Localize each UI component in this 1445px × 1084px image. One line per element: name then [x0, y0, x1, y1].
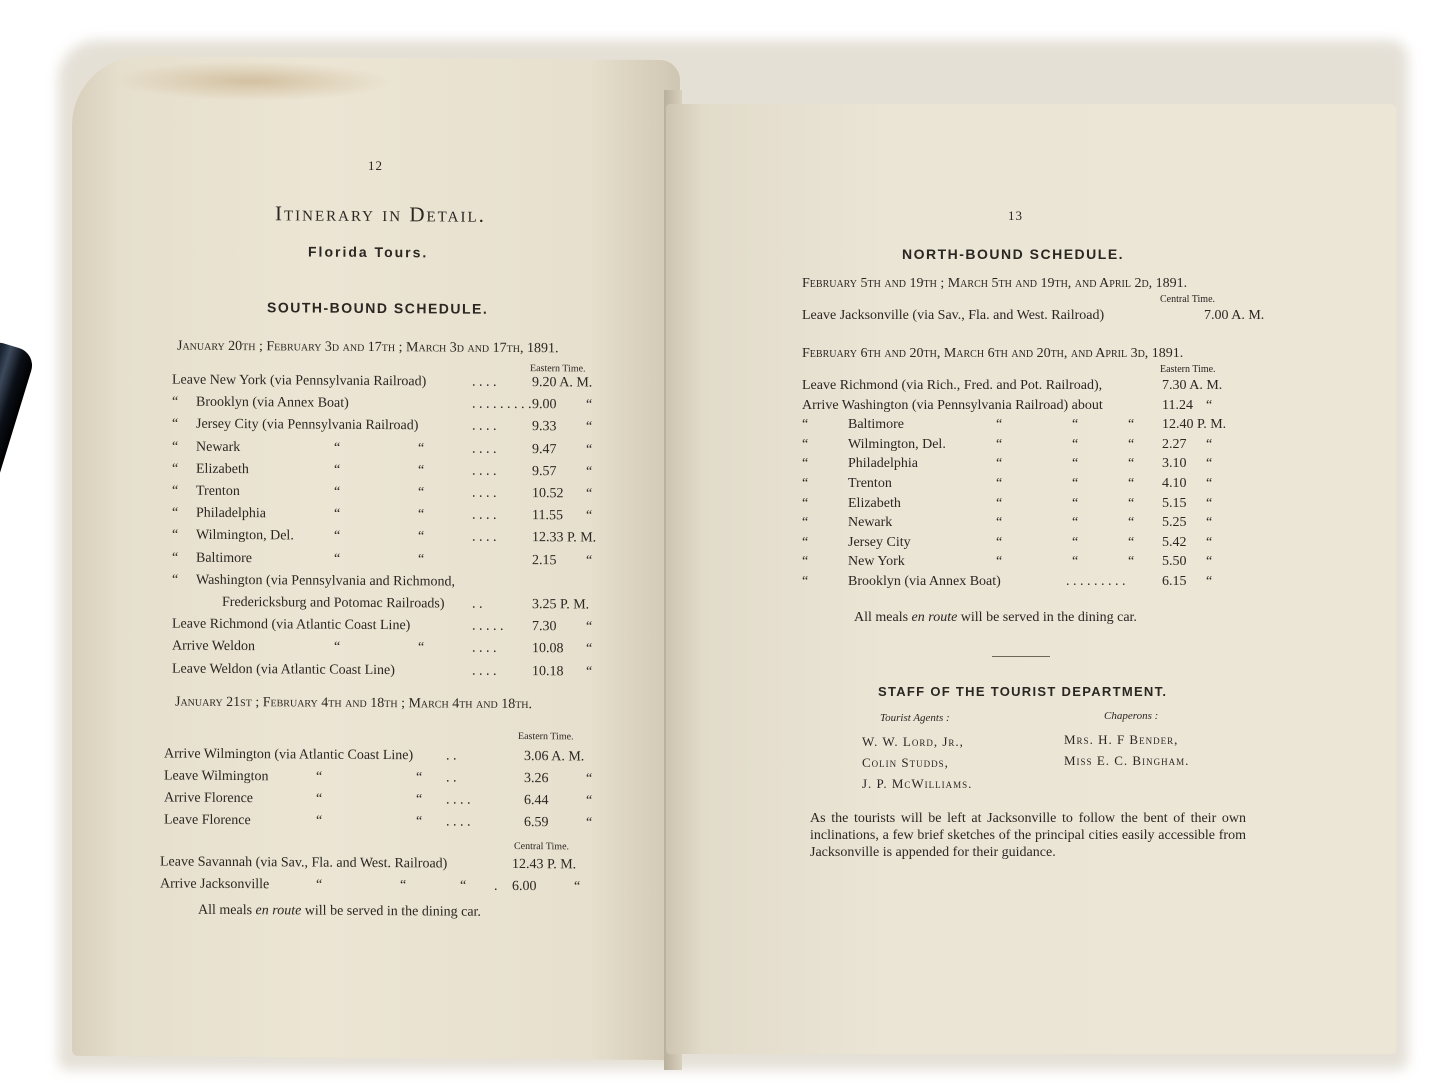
- departure-time: 6.59: [524, 815, 549, 831]
- ditto-mark: “: [1206, 554, 1213, 570]
- departure-time: 2.27: [1162, 436, 1187, 452]
- station-name: Leave New York (via Pennsylvania Railroad): [172, 372, 427, 390]
- ditto-mark: “: [334, 640, 341, 656]
- station-name: Leave Richmond (via Atlantic Coast Line): [172, 616, 411, 634]
- schedule-row: [802, 476, 1362, 496]
- northbound-dates-1: February 5th and 19th ; March 5th and 19th, and April 2d, 1891.: [802, 276, 1188, 291]
- northbound-timezone-2: Eastern Time.: [1160, 364, 1216, 375]
- leader-dots: . .: [472, 596, 483, 612]
- ditto-mark: “: [172, 572, 179, 588]
- leader-dots: . . . .: [472, 419, 497, 435]
- meals-note-start: All meals: [198, 902, 253, 919]
- southbound-timezone-2: Eastern Time.: [518, 730, 574, 743]
- ditto-mark: “: [1072, 534, 1079, 550]
- ditto-mark: “: [1206, 495, 1213, 511]
- station-name: Leave Richmond (via Rich., Fred. and Pot. Railroad),: [802, 378, 1103, 393]
- leader-dots: . .: [446, 748, 457, 764]
- ditto-mark: “: [586, 508, 593, 524]
- leader-dots: . . . . . . . . .: [472, 396, 532, 413]
- schedule-row: [802, 554, 1362, 574]
- ditto-mark: “: [172, 483, 179, 499]
- schedule-row: [802, 398, 1362, 418]
- left-page: [72, 56, 680, 1060]
- ditto-mark: “: [334, 529, 341, 545]
- ditto-mark: “: [1072, 476, 1079, 491]
- schedule-row: [172, 439, 632, 462]
- schedule-row: [172, 528, 632, 551]
- ditto-mark: “: [996, 515, 1003, 531]
- departure-time: 12.43 P. M.: [512, 856, 577, 873]
- ditto-mark: “: [172, 505, 179, 521]
- departure-time: 2.15: [532, 552, 557, 568]
- ditto-mark: “: [1072, 436, 1079, 452]
- page-subtitle: Florida Tours.: [308, 243, 429, 261]
- ditto-mark: “: [802, 554, 809, 570]
- departure-time: 4.10: [1162, 476, 1187, 491]
- leader-dots: . . . .: [472, 641, 497, 657]
- ditto-mark: “: [172, 394, 179, 410]
- departure-time: 5.50: [1162, 554, 1187, 570]
- departure-time: 12.40 P. M.: [1162, 417, 1227, 433]
- ditto-mark: “: [802, 417, 809, 433]
- departure-time: 3.10: [1162, 456, 1187, 472]
- ditto-mark: “: [586, 815, 593, 831]
- schedule-row: [802, 456, 1362, 476]
- leader-dots: . . . .: [472, 507, 497, 524]
- schedule-row: [172, 617, 632, 640]
- departure-time: 9.57: [532, 463, 557, 480]
- schedule-row: [164, 813, 624, 836]
- schedule-row: [160, 854, 620, 877]
- departure-time: 7.00 A. M.: [1204, 308, 1265, 323]
- ditto-mark: “: [586, 419, 593, 435]
- ditto-mark: “: [1128, 436, 1135, 452]
- ditto-mark: “: [802, 436, 809, 452]
- station-name: Arrive Jacksonville: [160, 876, 270, 893]
- schedule-row: [802, 535, 1362, 555]
- station-name: Trenton: [848, 476, 892, 491]
- departure-time: 9.33: [532, 419, 557, 435]
- station-name: Washington (via Pennsylvania and Richmond,: [196, 572, 455, 590]
- chaperons-label: Chaperons :: [1104, 710, 1159, 722]
- departure-time: 5.25: [1162, 515, 1187, 531]
- closing-paragraph: As the tourists will be left at Jacksonville to follow the bent of their own inclinations, a few brief sketches of the principal cities easily accessible from Jacksonville is appended for their guidance.: [810, 811, 1246, 860]
- ditto-mark: “: [172, 461, 179, 477]
- station-name: Baltimore: [196, 550, 252, 566]
- ditto-mark: “: [316, 877, 323, 893]
- departure-time: 9.00: [532, 397, 557, 413]
- station-name: Leave Wilmington: [164, 768, 269, 785]
- schedule-row: [172, 550, 632, 573]
- pen: [0, 330, 56, 732]
- station-name: Leave Florence: [164, 812, 251, 829]
- departure-time: 9.20 A. M.: [532, 375, 593, 391]
- ditto-mark: “: [334, 484, 341, 500]
- schedule-row: [164, 747, 624, 770]
- ditto-mark: “: [802, 574, 809, 589]
- meals-note-start: All meals: [854, 610, 909, 625]
- northbound-heading: NORTH-BOUND SCHEDULE.: [902, 246, 1125, 262]
- schedule-row: [172, 461, 632, 484]
- station-name: Trenton: [196, 483, 240, 500]
- station-name: Brooklyn (via Annex Boat): [196, 394, 349, 411]
- northbound-dates-2: February 6th and 20th, March 6th and 20th, and April 3d, 1891.: [802, 346, 1184, 361]
- departure-time: 6.44: [524, 793, 549, 809]
- ditto-mark: “: [172, 439, 179, 455]
- departure-time: 7.30: [532, 619, 557, 635]
- station-name: Philadelphia: [848, 456, 918, 472]
- northbound-timezone-1: Central Time.: [1160, 294, 1216, 305]
- departure-time: 9.47: [532, 441, 557, 457]
- station-name: Wilmington, Del.: [196, 528, 294, 544]
- departure-time: 5.42: [1162, 534, 1187, 550]
- agent-name: Colin Studds,: [862, 755, 949, 770]
- ditto-mark: “: [586, 553, 593, 569]
- leader-dots: . . . .: [472, 530, 497, 546]
- station-name: Leave Weldon (via Atlantic Coast Line): [172, 661, 395, 678]
- ditto-mark: “: [802, 476, 809, 491]
- ditto-mark: “: [1206, 436, 1213, 452]
- ditto-mark: “: [418, 551, 425, 567]
- ditto-mark: “: [172, 527, 179, 544]
- schedule-row: [172, 506, 632, 529]
- ditto-mark: “: [418, 440, 425, 456]
- ditto-mark: “: [1206, 456, 1213, 472]
- ditto-mark: “: [1206, 397, 1213, 413]
- ditto-mark: “: [586, 664, 593, 680]
- ditto-mark: “: [316, 813, 323, 829]
- page-title: Itinerary in Detail.: [275, 201, 486, 227]
- right-page-number: 13: [1008, 208, 1023, 223]
- southbound-dates-2: January 21st ; February 4th and 18th ; March 4th and 18th.: [175, 694, 533, 713]
- departure-time: 5.15: [1162, 495, 1187, 511]
- schedule-row: [172, 484, 632, 507]
- schedule-row: [172, 661, 632, 684]
- station-name: Philadelphia: [196, 505, 266, 522]
- staff-heading: STAFF OF THE TOURIST DEPARTMENT.: [878, 684, 1168, 699]
- schedule-row: [802, 574, 1362, 594]
- station-name: Wilmington, Del.: [848, 436, 946, 452]
- ditto-mark: “: [1128, 495, 1135, 511]
- schedule-row: [172, 595, 632, 618]
- station-name: Arrive Florence: [164, 790, 254, 807]
- ditto-mark: “: [996, 436, 1003, 452]
- meals-note-end: will be served in the dining car.: [304, 903, 481, 920]
- station-name: Arrive Wilmington (via Atlantic Coast Line): [164, 746, 414, 764]
- departure-time: 6.15: [1162, 574, 1187, 589]
- tourist-agents-label: Tourist Agents :: [880, 712, 950, 724]
- section-divider: [992, 656, 1050, 657]
- ditto-mark: “: [1128, 534, 1135, 550]
- schedule-row: [164, 769, 624, 792]
- southbound-dates-1: January 20th ; February 3d and 17th ; March 3d and 17th, 1891.: [177, 338, 559, 357]
- ditto-mark: “: [418, 507, 425, 523]
- meals-note-end: will be served in the dining car.: [960, 610, 1137, 625]
- ditto-mark: “: [334, 506, 341, 522]
- departure-time: 11.24: [1162, 397, 1193, 413]
- station-name: Arrive Washington (via Pennsylvania Railroad) about: [802, 397, 1103, 413]
- leader-dots: . . . .: [446, 814, 471, 830]
- ditto-mark: “: [802, 495, 809, 511]
- station-name: Fredericksburg and Potomac Railroads): [222, 594, 445, 612]
- left-page-number: 12: [368, 157, 383, 174]
- leader-dots: .: [494, 878, 498, 894]
- leader-dots: . . . . . . . . .: [1066, 574, 1126, 589]
- ditto-mark: “: [416, 770, 423, 786]
- departure-time: 10.52: [532, 486, 564, 502]
- ditto-mark: “: [1072, 456, 1079, 472]
- ditto-mark: “: [586, 793, 593, 809]
- leader-dots: . . . .: [472, 663, 497, 679]
- ditto-mark: “: [316, 791, 323, 807]
- ditto-mark: “: [1128, 456, 1135, 472]
- station-name: Newark: [848, 515, 893, 531]
- ditto-mark: “: [1072, 554, 1079, 570]
- departure-time: 10.18: [532, 663, 564, 679]
- ditto-mark: “: [334, 440, 341, 456]
- ditto-mark: “: [416, 792, 423, 808]
- ditto-mark: “: [996, 495, 1003, 511]
- pen-body: [0, 338, 37, 717]
- schedule-row: [802, 308, 1362, 328]
- ditto-mark: “: [1128, 554, 1135, 570]
- ditto-mark: “: [1206, 574, 1213, 589]
- schedule-row: [172, 373, 632, 396]
- ditto-mark: “: [172, 550, 179, 566]
- station-name: Baltimore: [848, 417, 904, 433]
- ditto-mark: “: [996, 456, 1003, 472]
- ditto-mark: “: [586, 641, 593, 657]
- ditto-mark: “: [418, 463, 425, 479]
- station-name: Jersey City: [848, 534, 911, 550]
- agent-name: J. P. McWilliams.: [862, 776, 973, 791]
- ditto-mark: “: [802, 534, 809, 550]
- departure-time: 7.30 A. M.: [1162, 378, 1223, 393]
- ditto-mark: “: [1128, 515, 1135, 531]
- ditto-mark: “: [416, 814, 423, 830]
- ditto-mark: “: [1072, 515, 1079, 531]
- ditto-mark: “: [586, 464, 593, 480]
- ditto-mark: “: [418, 529, 425, 545]
- schedule-row: [802, 378, 1362, 398]
- station-name: Brooklyn (via Annex Boat): [848, 574, 1001, 589]
- leader-dots: . . . .: [472, 374, 497, 390]
- departure-time: 6.00: [512, 878, 537, 895]
- ditto-mark: “: [586, 771, 593, 787]
- ditto-mark: “: [1072, 495, 1079, 511]
- ditto-mark: “: [460, 878, 467, 894]
- ditto-mark: “: [996, 476, 1003, 491]
- ditto-mark: “: [586, 397, 593, 413]
- departure-time: 11.55: [532, 508, 563, 524]
- ditto-mark: “: [1128, 476, 1135, 491]
- southbound-meals-note: [198, 903, 481, 921]
- ditto-mark: “: [1072, 417, 1079, 433]
- schedule-row: [802, 437, 1362, 457]
- ditto-mark: “: [316, 769, 323, 785]
- station-name: Elizabeth: [196, 461, 249, 477]
- schedule-row: [802, 496, 1362, 516]
- schedule-row: [172, 572, 632, 595]
- right-page: [666, 104, 1396, 1054]
- ditto-mark: “: [172, 416, 179, 433]
- leader-dots: . . . .: [472, 463, 497, 479]
- departure-time: 10.08: [532, 641, 564, 657]
- schedule-row: [172, 395, 632, 418]
- ditto-mark: “: [418, 640, 425, 656]
- departure-time: 12.33 P. M.: [532, 530, 597, 546]
- ditto-mark: “: [586, 486, 593, 502]
- ditto-mark: “: [1206, 515, 1213, 531]
- station-name: Jersey City (via Pennsylvania Railroad): [196, 417, 419, 434]
- ditto-mark: “: [802, 515, 809, 531]
- departure-time: 3.26: [524, 771, 549, 787]
- leader-dots: . . . .: [472, 441, 497, 457]
- schedule-row: [802, 515, 1362, 535]
- schedule-row: [172, 417, 632, 440]
- leader-dots: . . . .: [446, 792, 471, 808]
- meals-note-emphasis: en route: [911, 610, 958, 625]
- departure-time: 3.25 P. M.: [532, 597, 590, 613]
- ditto-mark: “: [1206, 534, 1213, 550]
- leader-dots: . . . . .: [472, 618, 504, 635]
- leader-dots: . .: [446, 770, 457, 786]
- southbound-timezone-3: Central Time.: [514, 840, 570, 853]
- station-name: Arrive Weldon: [172, 638, 255, 655]
- ditto-mark: “: [996, 534, 1003, 550]
- southbound-heading: SOUTH-BOUND SCHEDULE.: [267, 299, 489, 317]
- ditto-mark: “: [996, 554, 1003, 570]
- southbound-timezone-1: Eastern Time.: [530, 363, 586, 375]
- schedule-row: [160, 876, 620, 899]
- station-name: Leave Jacksonville (via Sav., Fla. and West. Railroad): [802, 308, 1105, 323]
- station-name: Leave Savannah (via Sav., Fla. and West. Railroad): [160, 854, 448, 872]
- northbound-meals-note: [854, 610, 1137, 626]
- ditto-mark: “: [574, 879, 581, 895]
- chaperon-name: Mrs. H. F Bender,: [1064, 732, 1179, 747]
- station-name: New York: [848, 554, 905, 570]
- meals-note-emphasis: en route: [255, 903, 302, 919]
- ditto-mark: “: [400, 878, 407, 894]
- ditto-mark: “: [334, 551, 341, 567]
- schedule-row: [172, 639, 632, 662]
- station-name: Newark: [196, 439, 241, 455]
- ditto-mark: “: [1128, 417, 1135, 433]
- station-name: Elizabeth: [848, 495, 901, 511]
- schedule-row: [164, 791, 624, 814]
- schedule-row: [802, 417, 1362, 437]
- ditto-mark: “: [586, 442, 593, 458]
- ditto-mark: “: [802, 456, 809, 472]
- departure-time: 3.06 A. M.: [524, 749, 585, 765]
- chaperon-name: Miss E. C. Bingham.: [1064, 753, 1190, 768]
- agent-name: W. W. Lord, Jr.,: [862, 734, 964, 749]
- leader-dots: . . . .: [472, 485, 497, 501]
- ditto-mark: “: [1206, 476, 1213, 491]
- ditto-mark: “: [418, 485, 425, 501]
- ditto-mark: “: [996, 417, 1003, 433]
- ditto-mark: “: [586, 619, 593, 635]
- ditto-mark: “: [334, 462, 341, 478]
